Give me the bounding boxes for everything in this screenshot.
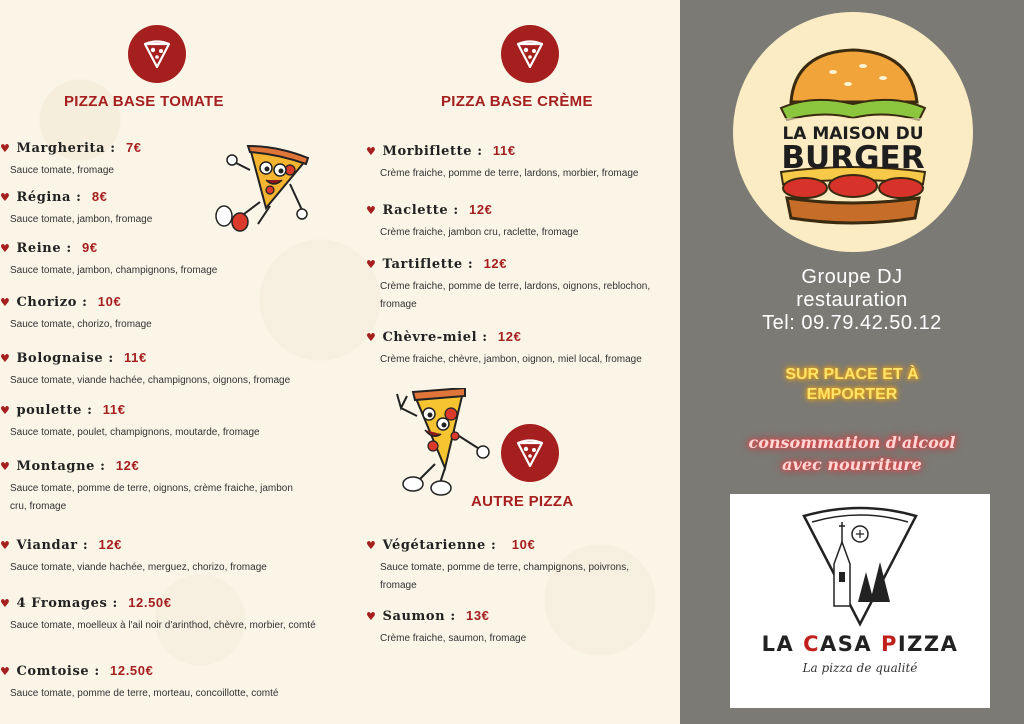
bullet: ♥ [366, 331, 377, 344]
item-price: 9€ [82, 240, 98, 255]
church-icon [798, 502, 922, 628]
item-name: Reine : [16, 241, 72, 256]
item-price: 8€ [91, 189, 108, 204]
item-name: Morbiflette : [382, 144, 483, 159]
burger-logo-text: BURGER [781, 140, 925, 176]
neon-service-sign [680, 365, 1024, 405]
bullet: ♥ [0, 597, 11, 610]
bullet: ♥ [0, 539, 11, 552]
item-desc: Crème fraiche, jambon cru, raclette, fromage [380, 227, 579, 238]
item-price: 10€ [97, 294, 122, 309]
neon-line: consommation d'alcool [748, 433, 956, 452]
item-desc: Sauce tomate, pomme de terre, morteau, concoillotte, comté [10, 688, 279, 699]
neon-alcohol-sign [680, 432, 1024, 476]
group-name-line: restauration [796, 289, 908, 311]
item-price: 12€ [115, 458, 140, 473]
menu-item [0, 240, 330, 280]
pizza-slice-icon [501, 424, 559, 482]
casa-pizza-name: LA CASA PIZZA [761, 632, 959, 656]
menu-item [0, 595, 340, 635]
menu-item [0, 663, 340, 703]
item-price: 11€ [102, 402, 126, 417]
neon-line: avec nourriture [782, 455, 922, 474]
neon-line: SUR PLACE ET À [785, 366, 919, 383]
item-desc: Sauce tomate, chorizo, fromage [10, 319, 152, 330]
neon-line: EMPORTER [806, 386, 898, 403]
bullet: ♥ [0, 242, 11, 255]
item-name: Chèvre-miel : [382, 330, 488, 345]
burger-logo [733, 12, 973, 252]
bullet: ♥ [0, 352, 11, 365]
menu-item [0, 189, 330, 229]
menu-item [0, 294, 330, 334]
item-price: 7€ [125, 140, 142, 155]
item-name: Végétarienne : [382, 538, 497, 553]
item-price: 12€ [483, 256, 508, 271]
bullet: ♥ [0, 142, 11, 155]
menu-item [366, 329, 678, 369]
item-name: Tartiflette : [382, 257, 474, 272]
group-info [680, 266, 1024, 335]
group-name-line: Groupe DJ [801, 266, 903, 288]
item-price: 12.50€ [128, 595, 172, 610]
bullet: ♥ [0, 460, 11, 473]
item-price: 11€ [124, 350, 147, 365]
bullet: ♥ [0, 191, 11, 204]
item-desc: Sauce tomate, pomme de terre, oignons, crème fraiche, jambon cru, fromage [10, 483, 293, 512]
pizza-mascot-icon [385, 388, 493, 496]
item-price: 12€ [497, 329, 522, 344]
bullet: ♥ [366, 610, 377, 623]
item-desc: Crème fraiche, chèvre, jambon, oignon, miel local, fromage [380, 354, 642, 365]
item-desc: Sauce tomate, poulet, champignons, moutarde, fromage [10, 427, 260, 438]
bullet: ♥ [366, 145, 377, 158]
menu-item [0, 458, 300, 516]
item-price: 13€ [466, 608, 490, 623]
menu-item [0, 402, 330, 442]
casa-pizza-tagline: La pizza de qualité [802, 661, 918, 675]
item-desc: Crème fraiche, saumon, fromage [380, 633, 527, 644]
section-title-autre: AUTRE PIZZA [471, 493, 574, 510]
item-name: poulette : [16, 403, 93, 418]
item-name: Chorizo : [16, 295, 88, 310]
item-name: Raclette : [382, 203, 459, 218]
menu-item [366, 256, 678, 314]
item-name: Montagne : [16, 459, 106, 474]
item-price: 10€ [511, 537, 536, 552]
item-price: 11€ [492, 143, 516, 158]
item-desc: Sauce tomate, viande hachée, champignons, oignons, fromage [10, 375, 291, 386]
item-price: 12.50€ [110, 663, 154, 678]
item-desc: Sauce tomate, moelleux à l'ail noir d'arinthod, chèvre, morbier, comté [10, 620, 316, 631]
phone-number: Tel: 09.79.42.50.12 [762, 312, 942, 334]
bullet: ♥ [366, 204, 377, 217]
bullet: ♥ [0, 296, 11, 309]
item-price: 12€ [469, 202, 493, 217]
bullet: ♥ [0, 665, 11, 678]
item-desc: Sauce tomate, fromage [10, 165, 114, 176]
menu-item [366, 202, 676, 242]
item-name: Régina : [16, 190, 82, 205]
item-desc: Sauce tomate, pomme de terre, champignons, poivrons, fromage [380, 562, 630, 591]
burger-logo-text: LA MAISON DU [782, 124, 924, 144]
item-desc: Sauce tomate, jambon, champignons, fromage [10, 265, 218, 276]
item-name: Margherita : [16, 141, 116, 156]
bullet: ♥ [366, 258, 377, 271]
item-desc: Crème fraiche, pomme de terre, lardons, morbier, fromage [380, 168, 639, 179]
item-name: 4 Fromages : [16, 596, 118, 611]
section-title-tomate: PIZZA BASE TOMATE [64, 93, 224, 110]
bullet: ♥ [0, 404, 11, 417]
item-desc: Crème fraiche, pomme de terre, lardons, oignons, reblochon, fromage [380, 281, 651, 310]
item-desc: Sauce tomate, viande hachée, merguez, chorizo, fromage [10, 562, 267, 573]
casa-pizza-logo [730, 494, 990, 708]
burger-icon [733, 12, 973, 252]
pizza-slice-icon [128, 25, 186, 83]
item-price: 12€ [98, 537, 122, 552]
item-name: Viandar : [16, 538, 89, 553]
menu-item [366, 143, 676, 183]
pizza-slice-icon [501, 25, 559, 83]
menu-item [0, 350, 330, 390]
item-name: Saumon : [382, 609, 456, 624]
section-title-creme: PIZZA BASE CRÈME [441, 93, 593, 110]
menu-item [0, 140, 330, 180]
menu-item [0, 537, 330, 577]
item-name: Bolognaise : [16, 351, 114, 366]
bullet: ♥ [366, 539, 377, 552]
item-desc: Sauce tomate, jambon, fromage [10, 214, 153, 225]
menu-item [366, 608, 666, 648]
menu-item [366, 537, 666, 595]
item-name: Comtoise : [16, 664, 100, 679]
